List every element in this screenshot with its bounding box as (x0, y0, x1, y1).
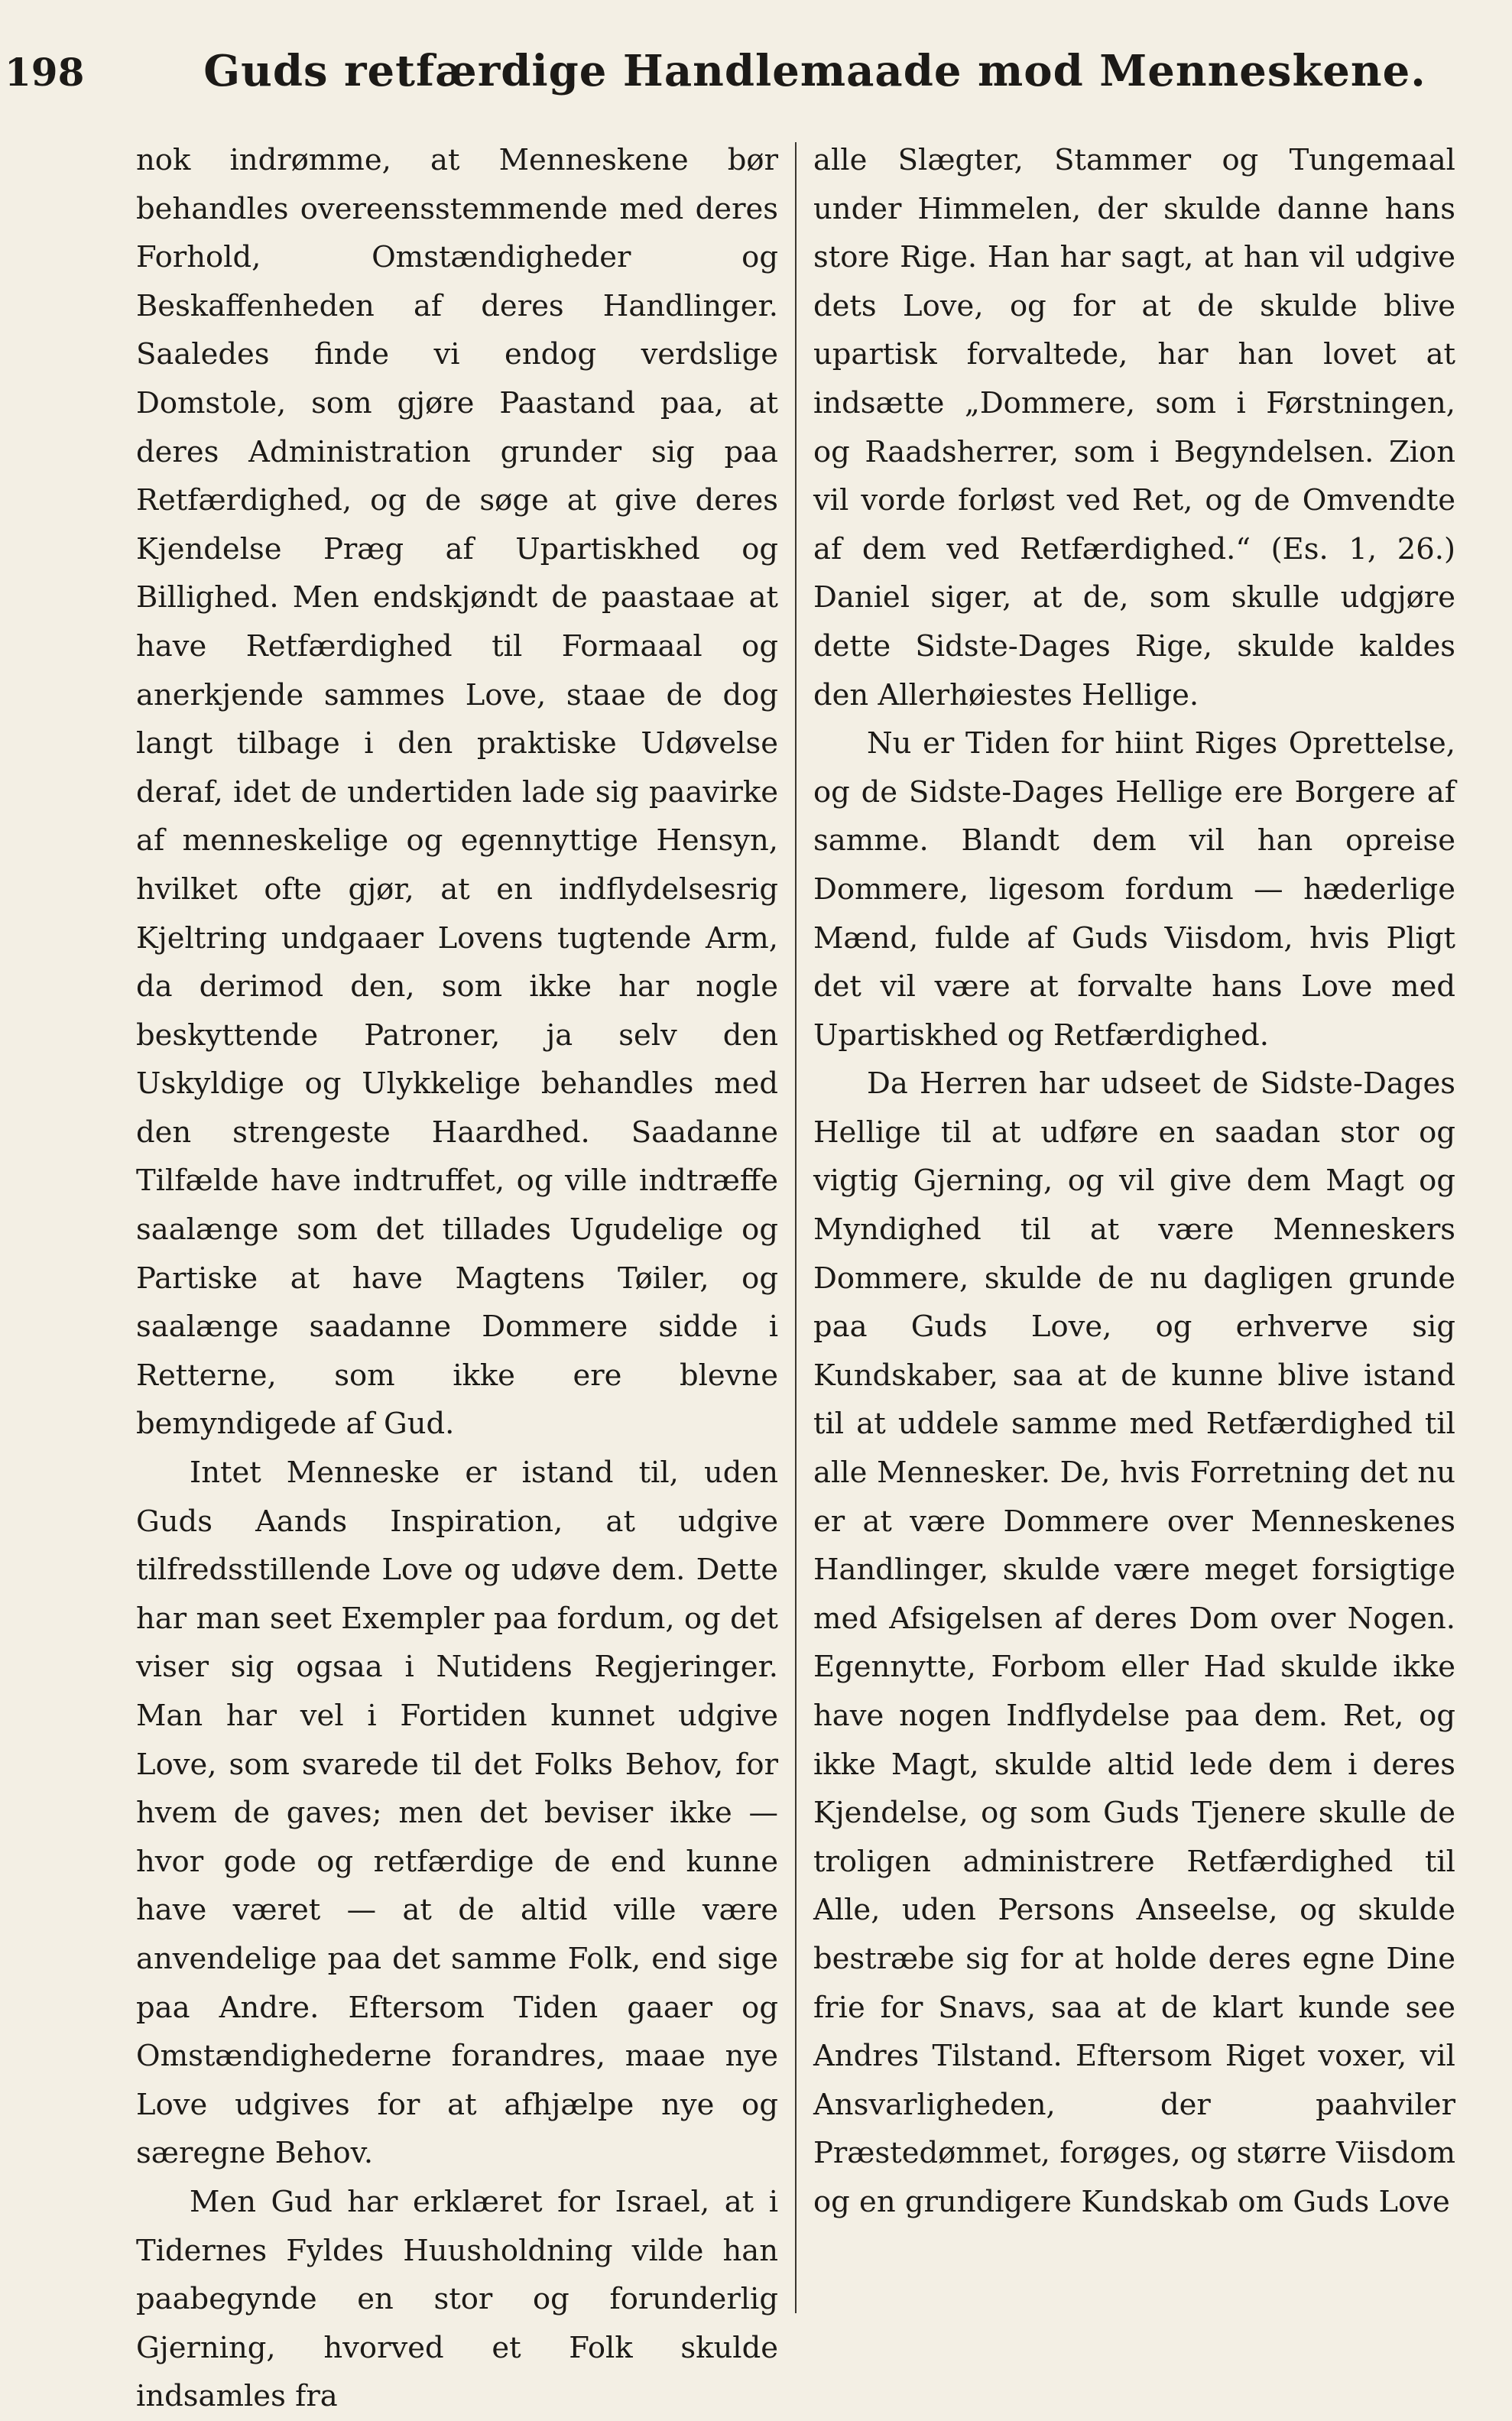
left-column (136, 136, 795, 2414)
running-title: Guds retfærdige Handlemaade mod Menneskene. (203, 46, 1426, 96)
page-number: 198 (5, 50, 85, 95)
paragraph: Nu er Tiden for hiint Riges Oprettelse, og de Sidste-Dages Hellige ere Borgere af samme. Blandt dem vil han opreise Dommere, ligesom fordum — hæderlige Mænd, fulde af Guds Viisdom, hvis Pligt det vil være at forvalte hans Love med Upartiskhed og Retfærdighed. (813, 726, 1455, 1053)
paragraph: Intet Menneske er istand til, uden Guds Aands Inspiration, at udgive tilfredsstillende Love og udøve dem. Dette har man seet Exempler paa fordum, og det viser sig ogsaa i Nutidens Regjeringer. Man har vel i Fortiden kunnet udgive Love, som svarede til det Folks Behov, for hvem de gaves; men det beviser ikke — hvor gode og retfærdige de end kunne have været — at de altid ville være anvendelige paa det samme Folk, end sige paa Andre. Eftersom Tiden gaaer og Omstændighederne forandres, maae nye Love udgives for at afhjælpe nye og særegne Behov. (136, 1456, 779, 2171)
paragraph: nok indrømme, at Menneskene bør behandles overeensstemmende med deres Forhold, Omstændigheder og Beskaffenheden af deres Handlinger. Saaledes finde vi endog verdslige Domstole, som gjøre Paastand paa, at deres Administration grunder sig paa Retfærdighed, og de søge at give deres Kjendelse Præg af Upartiskhed og Billighed. Men endskjøndt de paastaae at have Retfærdighed til Formaaal og anerkjende sammes Love, staae de dog langt tilbage i den praktiske Udøvelse deraf, idet de undertiden lade sig paavirke af menneskelige og egennyttige Hensyn, hvilket ofte gjør, at en indflydelsesrig Kjeltring undgaaer Lovens tugtende Arm, da derimod den, som ikke har nogle beskyttende Patroner, ja selv den Uskyldige og Ulykkelige behandles med den strengeste Haardhed. Saadanne Tilfælde have indtruffet, og ville indtræffe saalænge som det tillades Ugudelige og Partiske at have Magtens Tøiler, og saalænge saadanne Dommere sidde i Retterne, som ikke ere blevne bemyndigede af Gud. (136, 143, 779, 1442)
paragraph: Da Herren har udseet de Sidste-Dages Hellige til at udføre en saadan stor og vigtig Gjerning, og vil give dem Magt og Myndighed til at være Menneskers Dommere, skulde de nu dagligen grunde paa Guds Love, og erhverve sig Kundskaber, saa at de kunne blive istand til at uddele samme med Retfærdighed til alle Mennesker. De, hvis Forretning det nu er at være Dommere over Menneskenes Handlinger, skulde være meget forsigtige med Afsigelsen af deres Dom over Nogen. Egennytte, Forbom eller Had skulde ikke have nogen Indflydelse paa dem. Ret, og ikke Magt, skulde altid lede dem i deres Kjendelse, og som Guds Tjenere skulle de troligen administrere Retfærdighed til Alle, uden Persons Anseelse, og skulde bestræbe sig for at holde deres egne Dine frie for Snavs, saa at de klart kunde see Andres Tilstand. Eftersom Riget voxer, vil Ansvarligheden, der paahviler Præstedømmet, forøges, og større Viisdom og en grundigere Kundskab om Guds Love (813, 1066, 1455, 2219)
text-columns (136, 136, 1455, 2414)
paragraph: Men Gud har erklæret for Israel, at i Tidernes Fyldes Huusholdning vilde han paabegynde en stor og forunderlig Gjerning, hvorved et Folk skulde indsamles fra (136, 2184, 779, 2414)
right-column (797, 136, 1455, 2322)
paragraph: alle Slægter, Stammer og Tungemaal under Himmelen, der skulde danne hans store Rige. Han har sagt, at han vil udgive dets Love, og for at de skulde blive upartisk forvaltede, har han lovet at indsætte „Dommere, som i Førstningen, og Raadsherrer, som i Begyndelsen. Zion vil vorde forløst ved Ret, og de Omvendte af dem ved Retfærdighed.“ (Es. 1, 26.) Daniel siger, at de, som skulle udgjøre dette Sidste-Dages Rige, skulde kaldes den Allerhøiestes Hellige. (813, 143, 1455, 712)
page-header (5, 46, 1449, 115)
